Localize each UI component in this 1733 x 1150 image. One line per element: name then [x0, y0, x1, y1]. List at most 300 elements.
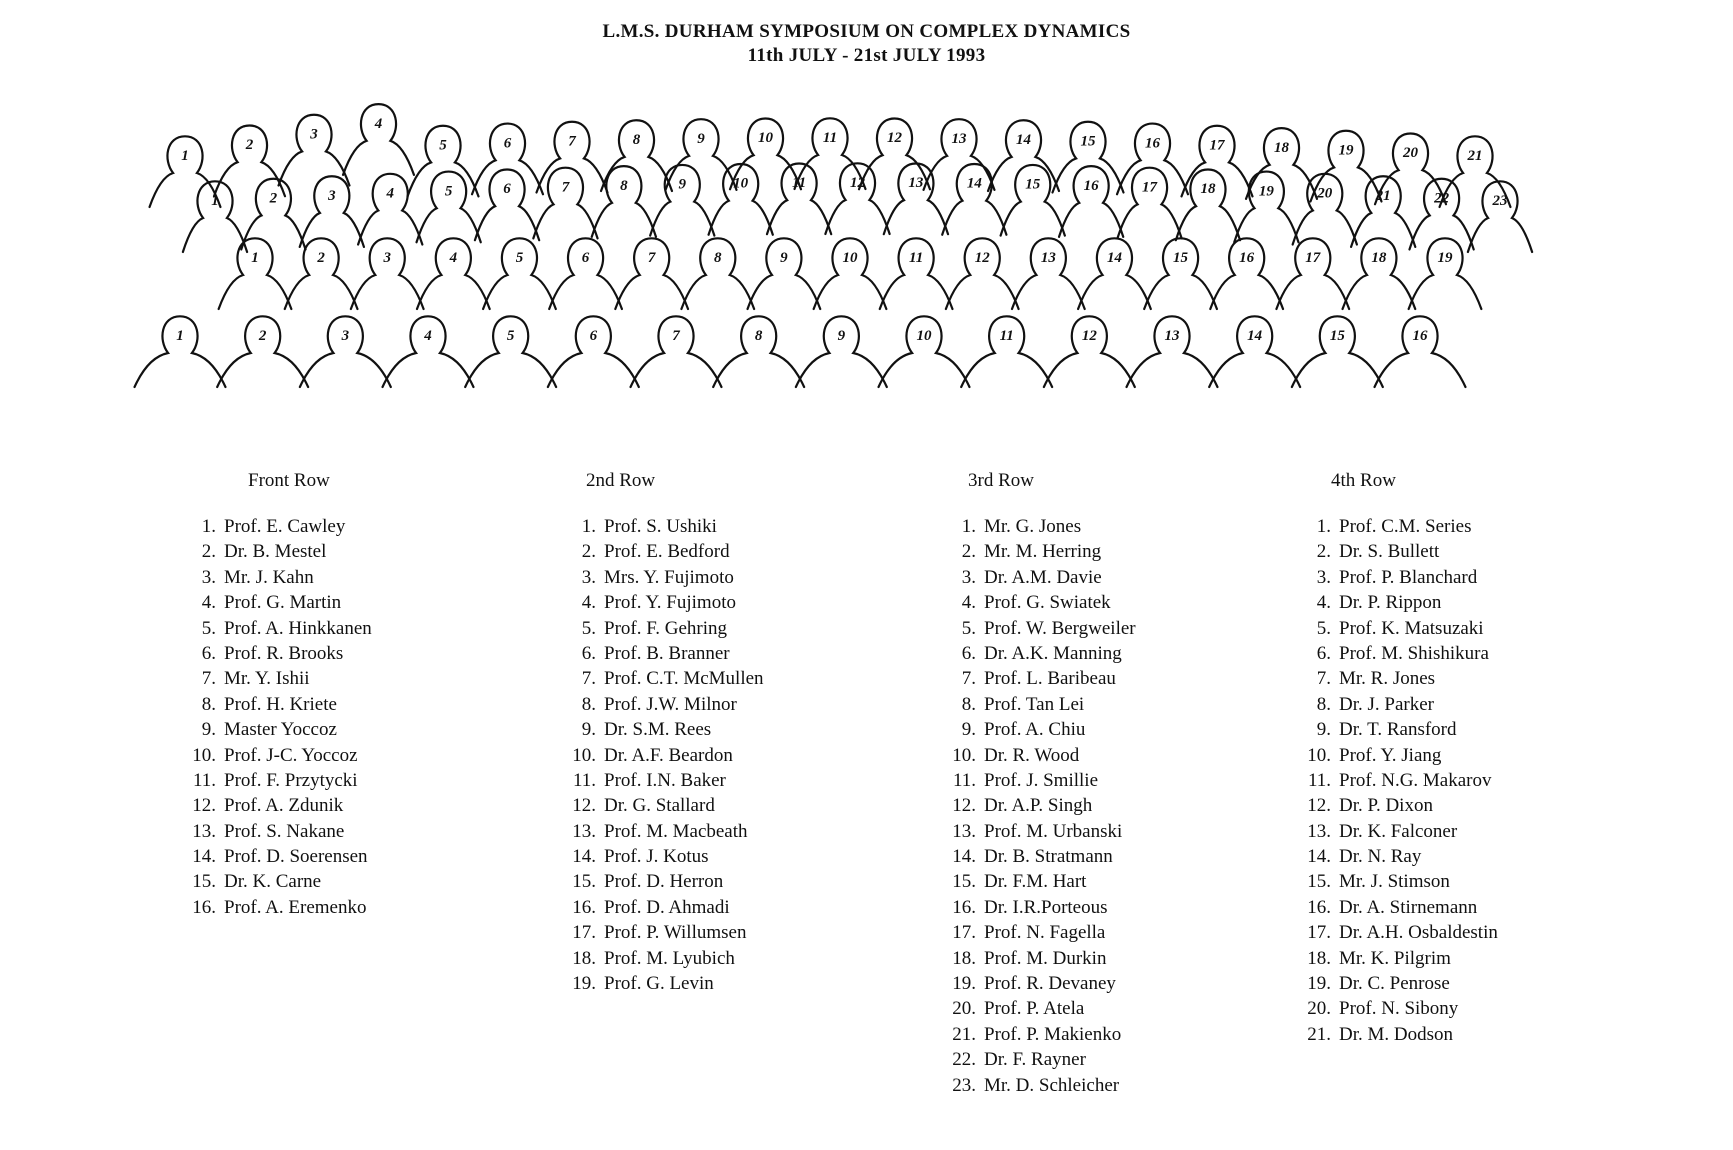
name-list [940, 514, 1136, 1098]
name-entry [1295, 793, 1498, 818]
head-number: 5 [439, 137, 447, 154]
head-outline [880, 238, 953, 309]
column-title: 3rd Row [968, 470, 1034, 491]
column-title: 4th Row [1331, 470, 1396, 491]
head-number: 20 [1403, 145, 1418, 162]
entry-number: 23. [952, 1074, 976, 1096]
head-outline [1343, 238, 1416, 309]
entry-name: Prof. L. Baribeau [984, 668, 1116, 690]
document-dates: 11th JULY - 21st JULY 1993 [747, 45, 986, 66]
name-list [1295, 514, 1498, 1047]
head-number: 10 [842, 250, 858, 266]
head-number: 15 [1329, 328, 1345, 344]
head-outline [1144, 238, 1217, 309]
name-entry [560, 946, 764, 971]
head-number: 2 [258, 328, 267, 344]
entry-number: 1. [581, 516, 596, 537]
name-entry [1295, 590, 1498, 615]
name-entry [560, 819, 764, 844]
head-outline [767, 163, 831, 234]
head-number: 5 [444, 183, 453, 200]
head-outline [631, 316, 722, 387]
head-number: 14 [1106, 250, 1122, 266]
entry-name: Prof. K. Matsuzaki [1339, 617, 1484, 639]
head-number: 15 [1080, 133, 1096, 150]
head-number: 1 [176, 328, 184, 344]
entry-number: 3. [1316, 566, 1331, 588]
head-outline [1012, 238, 1085, 309]
entry-number: 9. [961, 719, 976, 741]
entry-number: 19. [1307, 973, 1331, 995]
entry-number: 6. [201, 642, 216, 664]
head-number: 11 [999, 328, 1014, 344]
name-entry [560, 590, 764, 615]
entry-number: 2. [1316, 541, 1331, 563]
name-entry [180, 743, 372, 768]
name-entry [560, 743, 764, 768]
name-entry [940, 514, 1136, 539]
head-number: 18 [1274, 139, 1289, 156]
entry-name: Prof. M. Shishikura [1339, 642, 1489, 664]
entry-number: 18. [952, 947, 976, 969]
name-entry [940, 971, 1136, 996]
head-number: 12 [974, 250, 990, 266]
entry-number: 4. [961, 592, 976, 614]
head-number: 11 [791, 175, 807, 192]
head-number: 6 [589, 328, 598, 344]
entry-name: Mr. J. Kahn [224, 566, 314, 588]
entry-number: 11. [1307, 769, 1331, 791]
head-number: 3 [383, 250, 391, 266]
entry-number: 12. [952, 795, 976, 817]
head-number: 21 [1467, 148, 1483, 164]
name-entry [560, 768, 764, 793]
entry-name: Prof. G. Martin [224, 592, 342, 614]
entry-name: Dr. S.M. Rees [604, 719, 712, 741]
head-number: 17 [1142, 179, 1158, 196]
head-number: 8 [632, 131, 641, 148]
head-outline [879, 316, 970, 387]
name-entry [940, 819, 1136, 844]
entry-name: Prof. A. Zdunik [224, 795, 344, 817]
name-entry [180, 768, 372, 793]
entry-number: 12. [1307, 795, 1331, 817]
entry-number: 17. [952, 922, 976, 944]
entry-name: Prof. C.M. Series [1339, 516, 1472, 537]
head-number: 6 [503, 181, 511, 198]
head-number: 14 [1247, 328, 1263, 344]
entry-number: 6. [961, 642, 976, 664]
entry-name: Prof. Y. Fujimoto [604, 592, 736, 614]
entry-name: Dr. N. Ray [1339, 846, 1422, 868]
head-number: 16 [1083, 177, 1099, 194]
entry-number: 19. [952, 973, 976, 995]
entry-number: 14. [572, 846, 596, 868]
head-number: 10 [916, 328, 932, 344]
name-entry [1295, 565, 1498, 590]
sketch-row [135, 316, 1466, 387]
entry-number: 7. [581, 668, 596, 690]
entry-name: Prof. D. Soerensen [224, 846, 368, 868]
entry-name: Mr. R. Jones [1339, 668, 1436, 690]
entry-name: Prof. M. Macbeath [604, 820, 748, 842]
head-number: 17 [1305, 250, 1321, 266]
entry-name: Mr. J. Stimson [1339, 871, 1450, 893]
entry-name: Prof. C.T. McMullen [604, 668, 764, 690]
entry-number: 5. [1316, 617, 1331, 639]
name-entry [180, 539, 372, 564]
entry-number: 5. [961, 617, 976, 639]
head-outline [1209, 316, 1300, 387]
head-number: 13 [951, 130, 967, 147]
entry-number: 15. [572, 871, 596, 893]
document-title: L.M.S. DURHAM SYMPOSIUM ON COMPLEX DYNAMICS [602, 21, 1131, 42]
head-outline [961, 316, 1052, 387]
entry-name: Prof. P. Blanchard [1339, 566, 1478, 588]
head-outline [343, 104, 414, 175]
head-outline [1292, 316, 1383, 387]
head-number: 16 [1239, 250, 1255, 266]
entry-name: Dr. I.R.Porteous [984, 896, 1108, 918]
entry-number: 18. [572, 947, 596, 969]
entry-name: Dr. K. Falconer [1339, 820, 1458, 842]
head-outline [135, 316, 226, 387]
entry-name: Prof. J-C. Yoccoz [224, 744, 358, 766]
head-number: 1 [251, 250, 259, 266]
entry-number: 5. [201, 617, 216, 639]
entry-number: 1. [961, 516, 976, 537]
entry-number: 13. [192, 820, 216, 842]
entry-number: 21. [1307, 1023, 1331, 1045]
name-entry [560, 844, 764, 869]
entry-name: Prof. A. Chiu [984, 719, 1086, 741]
head-number: 1 [181, 148, 189, 164]
entry-number: 8. [581, 693, 596, 715]
entry-name: Dr. P. Dixon [1339, 795, 1433, 817]
head-number: 7 [647, 250, 656, 266]
name-entry [940, 1022, 1136, 1047]
head-number: 14 [966, 175, 982, 192]
name-entry [1295, 946, 1498, 971]
name-entry [560, 920, 764, 945]
column-3rd-row [940, 470, 1136, 1098]
head-number: 12 [1081, 328, 1097, 344]
name-entry [940, 616, 1136, 641]
entry-number: 7. [961, 668, 976, 690]
entry-name: Prof. J. Kotus [604, 846, 709, 868]
name-entry [180, 641, 372, 666]
head-outline [483, 238, 556, 309]
head-outline [748, 238, 821, 309]
entry-name: Prof. Y. Jiang [1339, 744, 1442, 766]
head-number: 23 [1492, 193, 1508, 209]
name-entry [180, 666, 372, 691]
head-outline [279, 115, 350, 186]
name-entry [940, 844, 1136, 869]
head-number: 15 [1173, 250, 1189, 266]
name-entry [180, 844, 372, 869]
head-outline [1078, 238, 1151, 309]
entry-name: Prof. S. Ushiki [604, 516, 717, 537]
name-entry [1295, 666, 1498, 691]
head-outline [650, 165, 714, 236]
head-outline [601, 120, 672, 191]
head-outline [946, 238, 1019, 309]
name-entry [940, 946, 1136, 971]
head-number: 17 [1209, 137, 1225, 154]
entry-name: Prof. G. Levin [604, 973, 714, 995]
name-entry [560, 692, 764, 717]
head-outline [1409, 238, 1482, 309]
entry-name: Prof. H. Kriete [224, 693, 337, 715]
entry-name: Prof. M. Durkin [984, 947, 1107, 969]
name-entry [560, 539, 764, 564]
name-entry [180, 895, 372, 920]
entry-number: 15. [952, 871, 976, 893]
entry-number: 12. [572, 795, 596, 817]
entry-number: 1. [1316, 516, 1331, 537]
entry-number: 20. [952, 998, 976, 1020]
entry-name: Dr. G. Stallard [604, 795, 715, 817]
name-entry [940, 996, 1136, 1021]
head-outline [1246, 128, 1317, 199]
head-number: 19 [1338, 142, 1354, 159]
entry-number: 8. [1316, 693, 1331, 715]
name-entry [1295, 895, 1498, 920]
name-entry [940, 666, 1136, 691]
name-entry [1295, 514, 1498, 539]
column-title: 2nd Row [586, 470, 656, 491]
entry-name: Dr. K. Carne [224, 871, 322, 893]
entry-name: Mr. D. Schleicher [984, 1074, 1120, 1096]
entry-number: 7. [1316, 668, 1331, 690]
entry-number: 17. [1307, 922, 1331, 944]
head-number: 9 [697, 130, 705, 147]
entry-name: Prof. N. Sibony [1339, 998, 1459, 1020]
head-outline [1182, 126, 1253, 197]
entry-number: 13. [952, 820, 976, 842]
name-entry [180, 565, 372, 590]
entry-number: 3. [581, 566, 596, 588]
entry-number: 10. [572, 744, 596, 766]
entry-number: 5. [581, 617, 596, 639]
head-outline [796, 316, 887, 387]
name-columns [0, 470, 1733, 1120]
head-number: 16 [1412, 328, 1428, 344]
entry-name: Prof. M. Urbanski [984, 820, 1123, 842]
head-outline [1001, 165, 1065, 236]
head-number: 6 [503, 135, 512, 152]
head-outline [214, 125, 285, 196]
head-number: 10 [758, 130, 773, 147]
head-outline [814, 238, 887, 309]
entry-name: Prof. N. Fagella [984, 922, 1106, 944]
head-number: 1 [211, 193, 219, 209]
entry-name: Prof. S. Nakane [224, 820, 345, 842]
name-list [560, 514, 764, 996]
head-number: 19 [1258, 183, 1274, 200]
entry-name: Dr. F.M. Hart [984, 871, 1087, 893]
name-entry [560, 717, 764, 742]
entry-name: Prof. M. Lyubich [604, 947, 735, 969]
name-entry [560, 793, 764, 818]
entry-number: 11. [192, 769, 216, 791]
entry-number: 9. [581, 719, 596, 741]
name-entry [1295, 996, 1498, 1021]
name-list [180, 514, 372, 920]
entry-name: Prof. J.W. Milnor [604, 693, 737, 715]
entry-name: Dr. B. Mestel [224, 541, 327, 563]
entry-number: 16. [1307, 896, 1331, 918]
entry-name: Prof. F. Gehring [604, 617, 728, 639]
entry-number: 16. [572, 896, 596, 918]
entry-name: Prof. P. Makienko [984, 1023, 1122, 1045]
entry-name: Mr. M. Herring [984, 541, 1102, 563]
entry-name: Prof. Tan Lei [984, 693, 1085, 715]
entry-number: 16. [952, 896, 976, 918]
head-number: 21 [1375, 187, 1391, 204]
head-outline [383, 316, 474, 387]
entry-name: Prof. J. Smillie [984, 769, 1099, 791]
entry-name: Prof. F. Przytycki [224, 769, 358, 791]
entry-number: 14. [952, 846, 976, 868]
head-outline [549, 238, 622, 309]
entry-number: 11. [572, 769, 596, 791]
name-entry [940, 590, 1136, 615]
head-outline [1375, 316, 1466, 387]
head-number: 16 [1145, 135, 1160, 152]
head-number: 3 [341, 328, 350, 344]
entry-number: 1. [201, 516, 216, 537]
name-entry [940, 869, 1136, 894]
head-number: 2 [245, 137, 254, 154]
head-number: 13 [1040, 250, 1056, 266]
name-entry [1295, 971, 1498, 996]
entry-number: 4. [581, 592, 596, 614]
head-outline [548, 316, 639, 387]
name-entry [1295, 920, 1498, 945]
entry-name: Master Yoccoz [224, 719, 337, 741]
entry-number: 11. [952, 769, 976, 791]
name-entry [180, 692, 372, 717]
document-header [0, 20, 1733, 68]
head-outline [537, 122, 608, 196]
name-entry [940, 895, 1136, 920]
entry-number: 2. [201, 541, 216, 563]
head-number: 22 [1434, 190, 1450, 207]
name-entry [560, 616, 764, 641]
entry-number: 10. [1307, 744, 1331, 766]
group-photo-sketch [0, 95, 1733, 435]
entry-name: Prof. W. Bergweiler [984, 617, 1136, 639]
name-entry [1295, 743, 1498, 768]
head-outline [1117, 168, 1181, 239]
name-entry [1295, 768, 1498, 793]
head-number: 4 [449, 250, 458, 266]
head-outline [681, 238, 754, 309]
head-outline [1044, 316, 1135, 387]
head-outline [300, 316, 391, 387]
entry-number: 9. [1316, 719, 1331, 741]
head-number: 14 [1016, 131, 1031, 148]
entry-name: Dr. J. Parker [1339, 693, 1434, 715]
entry-name: Prof. A. Hinkkanen [224, 617, 372, 639]
head-number: 11 [822, 130, 838, 146]
head-outline [709, 164, 773, 235]
head-number: 7 [672, 328, 680, 344]
name-entry [560, 514, 764, 539]
head-outline [666, 119, 737, 190]
entry-number: 20. [1307, 998, 1331, 1020]
head-number: 20 [1317, 185, 1333, 202]
entry-number: 14. [1307, 846, 1331, 868]
name-entry [1295, 717, 1498, 742]
head-outline [408, 126, 479, 200]
entry-number: 10. [192, 744, 216, 766]
head-number: 8 [714, 250, 722, 266]
head-outline [150, 136, 221, 207]
entry-name: Dr. A.F. Beardon [604, 744, 733, 766]
name-entry [1295, 616, 1498, 641]
name-entry [940, 539, 1136, 564]
entry-name: Dr. F. Rayner [984, 1049, 1086, 1071]
name-entry [940, 920, 1136, 945]
name-entry [1295, 844, 1498, 869]
entry-name: Prof. A. Eremenko [224, 896, 367, 918]
head-number: 9 [837, 328, 846, 344]
name-entry [940, 768, 1136, 793]
entry-name: Prof. E. Cawley [224, 516, 346, 537]
head-outline [219, 238, 292, 309]
head-number: 4 [424, 328, 432, 344]
entry-number: 4. [1316, 592, 1331, 614]
name-entry [180, 616, 372, 641]
entry-name: Prof. N.G. Makarov [1339, 769, 1492, 791]
entry-name: Dr. A.M. Davie [984, 566, 1102, 588]
head-number: 7 [561, 179, 570, 196]
head-number: 11 [909, 250, 924, 266]
name-entry [180, 717, 372, 742]
head-outline [300, 176, 364, 247]
head-number: 12 [887, 130, 902, 147]
head-number: 7 [568, 133, 576, 150]
head-outline [217, 316, 308, 387]
head-number: 9 [780, 250, 788, 266]
head-number: 9 [678, 176, 687, 193]
head-number: 13 [908, 175, 924, 192]
name-entry [1295, 692, 1498, 717]
head-outline [1234, 172, 1298, 243]
head-number: 2 [317, 250, 325, 266]
entry-number: 8. [961, 693, 976, 715]
name-entry [940, 793, 1136, 818]
head-outline [1468, 181, 1532, 252]
name-entry [1295, 641, 1498, 666]
column-title: Front Row [248, 470, 330, 491]
head-number: 12 [850, 175, 865, 191]
entry-number: 12. [192, 795, 216, 817]
entry-name: Mrs. Y. Fujimoto [604, 566, 734, 588]
head-number: 4 [374, 115, 383, 132]
head-number: 8 [620, 177, 628, 194]
head-outline [1293, 174, 1357, 245]
entry-name: Dr. A.P. Singh [984, 795, 1093, 817]
name-entry [180, 819, 372, 844]
entry-name: Dr. S. Bullett [1339, 541, 1440, 563]
name-entry [940, 692, 1136, 717]
head-number: 5 [506, 328, 515, 344]
head-outline [825, 163, 889, 234]
